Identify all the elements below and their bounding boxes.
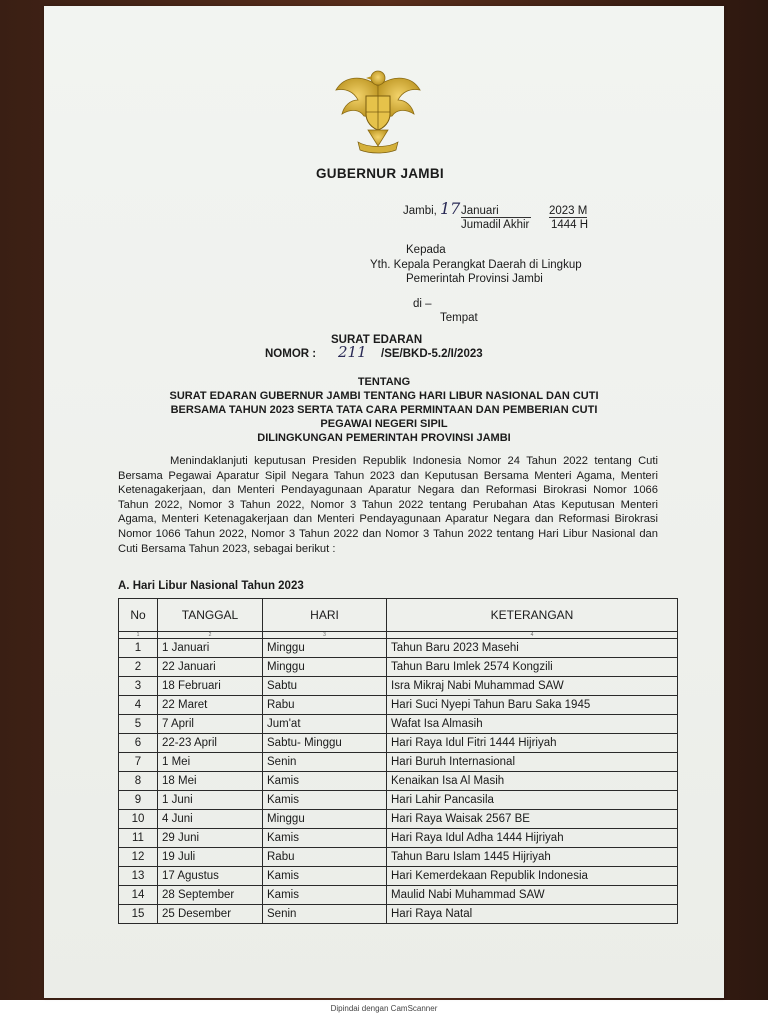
table-row bbox=[119, 715, 678, 734]
row-no: 3 bbox=[119, 677, 158, 696]
table-row bbox=[119, 734, 678, 753]
addressee-kepada: Kepada bbox=[406, 244, 446, 256]
addressee-tempat: Tempat bbox=[440, 312, 478, 324]
subject-line-4: DILINGKUNGAN PEMERINTAH PROVINSI JAMBI bbox=[257, 432, 511, 444]
table-row bbox=[119, 905, 678, 924]
table-row bbox=[119, 829, 678, 848]
table-row bbox=[119, 696, 678, 715]
row-keterangan: Tahun Baru 2023 Masehi bbox=[387, 639, 678, 658]
index-cell: 4 bbox=[387, 632, 678, 639]
row-tanggal: 25 Desember bbox=[158, 905, 263, 924]
row-hari: Minggu bbox=[263, 658, 387, 677]
table-row bbox=[119, 886, 678, 905]
row-tanggal: 22 Maret bbox=[158, 696, 263, 715]
row-keterangan: Hari Suci Nyepi Tahun Baru Saka 1945 bbox=[387, 696, 678, 715]
row-tanggal: 22 Januari bbox=[158, 658, 263, 677]
table-body bbox=[119, 632, 678, 924]
row-no: 2 bbox=[119, 658, 158, 677]
row-no: 14 bbox=[119, 886, 158, 905]
row-keterangan: Hari Buruh Internasional bbox=[387, 753, 678, 772]
table-index-row bbox=[119, 632, 678, 639]
row-keterangan: Wafat Isa Almasih bbox=[387, 715, 678, 734]
header-keterangan: KETERANGAN bbox=[387, 599, 678, 632]
date-year-masehi: 2023 M bbox=[549, 205, 588, 217]
row-no: 4 bbox=[119, 696, 158, 715]
row-no: 11 bbox=[119, 829, 158, 848]
row-tanggal: 1 Januari bbox=[158, 639, 263, 658]
row-tanggal: 4 Juni bbox=[158, 810, 263, 829]
table-row bbox=[119, 753, 678, 772]
table-row bbox=[119, 639, 678, 658]
row-tanggal: 1 Juni bbox=[158, 791, 263, 810]
row-hari: Senin bbox=[263, 753, 387, 772]
header-no: No bbox=[119, 599, 158, 632]
row-no: 1 bbox=[119, 639, 158, 658]
row-keterangan: Maulid Nabi Muhammad SAW bbox=[387, 886, 678, 905]
row-hari: Kamis bbox=[263, 791, 387, 810]
table-row bbox=[119, 848, 678, 867]
index-cell: 3 bbox=[263, 632, 387, 639]
table-header-row bbox=[119, 599, 678, 632]
date-day-handwritten: 17 bbox=[440, 199, 461, 218]
row-keterangan: Tahun Baru Imlek 2574 Kongzili bbox=[387, 658, 678, 677]
row-hari: Kamis bbox=[263, 772, 387, 791]
letter-nomor-handwritten: 211 bbox=[338, 343, 367, 361]
row-tanggal: 18 Februari bbox=[158, 677, 263, 696]
letter-nomor-label: NOMOR : bbox=[265, 348, 317, 360]
row-keterangan: Kenaikan Isa Al Masih bbox=[387, 772, 678, 791]
row-no: 8 bbox=[119, 772, 158, 791]
row-hari: Kamis bbox=[263, 867, 387, 886]
index-cell: 1 bbox=[119, 632, 158, 639]
date-month: Januari bbox=[461, 205, 531, 218]
row-keterangan: Hari Lahir Pancasila bbox=[387, 791, 678, 810]
row-tanggal: 18 Mei bbox=[158, 772, 263, 791]
addressee-line1: Yth. Kepala Perangkat Daerah di Lingkup bbox=[370, 259, 582, 271]
row-keterangan: Hari Raya Waisak 2567 BE bbox=[387, 810, 678, 829]
header-hari: HARI bbox=[263, 599, 387, 632]
row-hari: Kamis bbox=[263, 886, 387, 905]
row-keterangan: Hari Raya Idul Fitri 1444 Hijriyah bbox=[387, 734, 678, 753]
row-hari: Kamis bbox=[263, 829, 387, 848]
subject-line-2: BERSAMA TAHUN 2023 SERTA TATA CARA PERMINTAAN DAN PEMBERIAN CUTI bbox=[170, 404, 598, 416]
letter-type: SURAT EDARAN bbox=[331, 334, 423, 346]
row-keterangan: Hari Raya Natal bbox=[387, 905, 678, 924]
row-hari: Minggu bbox=[263, 639, 387, 658]
row-no: 15 bbox=[119, 905, 158, 924]
table-row bbox=[119, 791, 678, 810]
index-cell: 2 bbox=[158, 632, 263, 639]
row-tanggal: 19 Juli bbox=[158, 848, 263, 867]
row-keterangan: Hari Kemerdekaan Republik Indonesia bbox=[387, 867, 678, 886]
section-a-heading: A. Hari Libur Nasional Tahun 2023 bbox=[118, 580, 304, 592]
row-no: 12 bbox=[119, 848, 158, 867]
row-tanggal: 17 Agustus bbox=[158, 867, 263, 886]
row-keterangan: Hari Raya Idul Adha 1444 Hijriyah bbox=[387, 829, 678, 848]
row-hari: Rabu bbox=[263, 848, 387, 867]
addressee-di: di – bbox=[413, 298, 432, 310]
row-no: 13 bbox=[119, 867, 158, 886]
row-hari: Minggu bbox=[263, 810, 387, 829]
row-hari: Rabu bbox=[263, 696, 387, 715]
row-no: 10 bbox=[119, 810, 158, 829]
row-keterangan: Isra Mikraj Nabi Muhammad SAW bbox=[387, 677, 678, 696]
table-row bbox=[119, 658, 678, 677]
table-row bbox=[119, 867, 678, 886]
row-hari: Senin bbox=[263, 905, 387, 924]
letter-tentang: TENTANG bbox=[357, 376, 411, 388]
scanner-footer: Dipindai dengan CamScanner bbox=[330, 1004, 438, 1013]
row-no: 5 bbox=[119, 715, 158, 734]
row-tanggal: 28 September bbox=[158, 886, 263, 905]
header-tanggal: TANGGAL bbox=[158, 599, 263, 632]
row-hari: Jum'at bbox=[263, 715, 387, 734]
table-row bbox=[119, 772, 678, 791]
table-row bbox=[119, 810, 678, 829]
subject-line-1: SURAT EDARAN GUBERNUR JAMBI TENTANG HARI LIBUR NASIONAL DAN CUTI bbox=[169, 390, 599, 402]
holidays-table bbox=[118, 598, 678, 924]
row-keterangan: Tahun Baru Islam 1445 Hijriyah bbox=[387, 848, 678, 867]
row-tanggal: 29 Juni bbox=[158, 829, 263, 848]
date-city: Jambi, bbox=[403, 205, 437, 217]
subject-line-3: PEGAWAI NEGERI SIPIL bbox=[320, 418, 448, 430]
row-tanggal: 7 April bbox=[158, 715, 263, 734]
body-paragraph: Menindaklanjuti keputusan Presiden Republik Indonesia Nomor 24 Tahun 2022 tentang Cuti Bersama Pegawai Aparatur Sipil Negara Tahun 2023 dan Keputusan Bersama Menteri Agama, Menteri Ketenagakerjaan, dan Menteri Pendayagunaan Aparatur Negara dan Reformasi Birokrasi Nomor 1066 Tahun 2022, Nomor 3 Tahun 2022, Nomor 3 Tahun 2022 tentang Perubahan Atas Keputusan Menteri Agama, Menteri Ketenagakerjaan dan Menteri Pendayagunaan Aparatur Negara dan Reformasi Birokrasi Nomor 1066 Tahun 2022, Nomor 3 Tahun 2022 dan Nomor 3 Tahun 2022 tentang Hari Libur Nasional dan Cuti Bersama Tahun 2023, sebagai berikut : bbox=[118, 455, 658, 555]
garuda-emblem-icon bbox=[332, 56, 424, 156]
table-row bbox=[119, 677, 678, 696]
row-hari: Sabtu- Minggu bbox=[263, 734, 387, 753]
governor-title: GUBERNUR JAMBI bbox=[316, 166, 444, 181]
row-hari: Sabtu bbox=[263, 677, 387, 696]
letter-nomor-code: /SE/BKD-5.2/I/2023 bbox=[381, 348, 483, 360]
date-hijri-month: Jumadil Akhir bbox=[461, 219, 530, 231]
date-hijri-year: 1444 H bbox=[551, 219, 589, 231]
row-no: 6 bbox=[119, 734, 158, 753]
row-tanggal: 22-23 April bbox=[158, 734, 263, 753]
row-no: 9 bbox=[119, 791, 158, 810]
addressee-line2: Pemerintah Provinsi Jambi bbox=[406, 273, 543, 285]
row-no: 7 bbox=[119, 753, 158, 772]
row-tanggal: 1 Mei bbox=[158, 753, 263, 772]
